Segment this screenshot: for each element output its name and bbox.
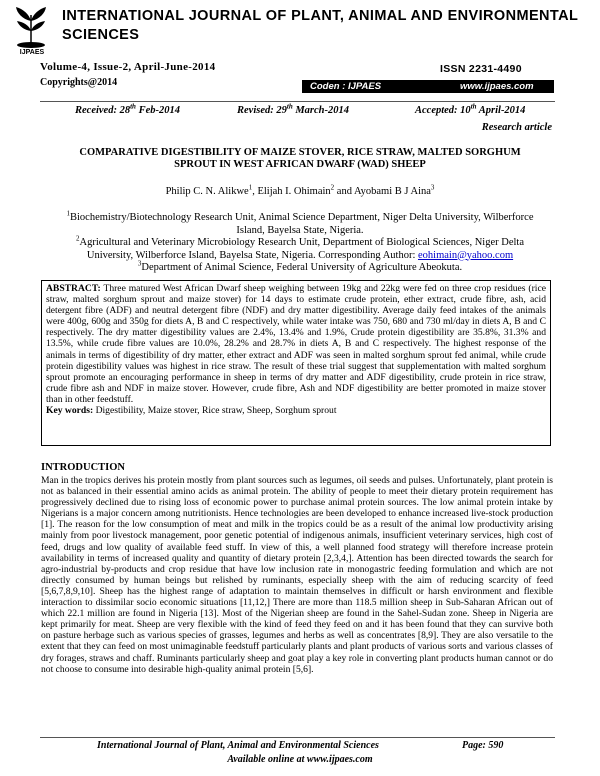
page-number: Page: 590 bbox=[462, 740, 504, 751]
coden: Coden : IJPAES bbox=[310, 81, 382, 92]
affiliations bbox=[55, 209, 545, 275]
issn: ISSN 2231-4490 bbox=[440, 63, 522, 75]
revised-date: Revised: 29th March-2014 bbox=[237, 102, 350, 116]
affiliation-1: $^1$Biochemistry/Biotechnology Research Unit, Animal Science Department, Niger Delta University, Wilberforce Island, Bayelsa State, Nigeria. bbox=[66, 209, 534, 236]
author-list: Philip C. N. Alikwe$^1$, Elijah I. Ohimain$^2$ and Ayobami B J Aina$^3$ bbox=[165, 183, 435, 197]
received-date: Received: 28th Feb-2014 bbox=[75, 102, 180, 116]
website-link[interactable]: www.ijpaes.com bbox=[460, 81, 534, 92]
coden-bar bbox=[302, 80, 554, 93]
article-dates bbox=[75, 102, 553, 119]
introduction-heading: INTRODUCTION bbox=[41, 462, 126, 473]
footer-journal: International Journal of Plant, Animal and Environmental Sciences bbox=[97, 740, 379, 751]
journal-title: INTERNATIONAL JOURNAL OF PLANT, ANIMAL AND ENVIRONMENTAL SCIENCES bbox=[62, 8, 578, 43]
corresponding-email-link[interactable]: eohimain@yahoo.com bbox=[418, 249, 514, 261]
footer-divider bbox=[40, 737, 555, 738]
footer-website: Available online at www.ijpaes.com bbox=[227, 754, 373, 765]
introduction-text: Man in the tropics derives his protein mostly from plant sources such as legumes, oil seeds and pulses. Unfortunately, plant protein is not as balanced in their essential amino acids as animal protein. The ability of people to meet their dietary protein requirement has progressively declined due to rising loss of economic power to purchase animal protein sources. The low animal protein intake by Nigerians is a major concern among nutritionists. Hence technologies are been developed to enhance increased live-stock production [1]. The reason for the low consumption of meat and milk in the tropics could be as a result of the animal low productivity arising mainly from poor livestock management, poor genetic potential of indigenous animals, insufficient veterinary services, high cost of feed, drugs and low quality of available feed stuff. In view of this, a well planned food strategy will therefore increase protein availability in terms of increased quality and quantity of dietary protein [2,3,4,]. Attention has been directed towards the search for agro-industrial by-products and crop residue that have low inclusion rate in monogastric feeding formulation and which are not directly consumed by human beings but relished by ruminants, especially sheep with the aim of reducing scarcity of feed [5,6,7,8,9,10]. Sheep has the highest range of adaptation to maintain themselves in difficult or harsh environment and flexible interaction to dissimilar socio economic situations [11,12,] There are more than 118.5 million sheep in Sub-Saharan African out of which 22.1 million are found in Nigeria [13]. Most of the Nigerian sheep are found in the Sahel-Sudan zone. Sheep in Nigeria are kept primarily for meat. Sheep are very flexible with the kind of feed they feed on and it has been found that they can survive both on pasture herbage such as various species of grasses, legumes and herbs as well as concentrates [8,9]. They are also versatile to the extent that they can feed on most unimaginable feedstuff particularly plants and plant products of various sorts and various classes of dry forages, straws and chaff. Ruminants particularly sheep and goat play a key role in converting plant products human cannot or do not choose to consume into desirable high-quality animal protein [5,6]. bbox=[41, 475, 553, 675]
abstract-box bbox=[41, 280, 551, 446]
logo-label: IJPAES bbox=[19, 49, 45, 56]
header-divider bbox=[40, 101, 555, 102]
accepted-date: Accepted: 10th April-2014 bbox=[415, 102, 526, 116]
affiliation-3: $^3$Department of Animal Science, Federal University of Agriculture Abeokuta. bbox=[137, 259, 463, 273]
copyright: Copyrights@2014 bbox=[40, 77, 118, 88]
author-3: Ayobami B J Aina bbox=[354, 186, 431, 197]
keywords: Key words: Digestibility, Maize stover, Rice straw, Sheep, Sorghum sprout bbox=[46, 405, 337, 417]
article-type: Research article bbox=[481, 122, 552, 133]
volume-issue: Volume-4, Issue-2, April-June-2014 bbox=[40, 61, 216, 73]
paper-title: COMPARATIVE DIGESTIBILITY OF MAIZE STOVER, RICE STRAW, MALTED SORGHUM SPROUT IN WEST AFRICAN DWARF (WAD) SHEEP bbox=[79, 147, 521, 170]
author-1: Philip C. N. Alikwe bbox=[165, 186, 249, 197]
affiliation-2: $^2$Agricultural and Veterinary Microbiology Research Unit, Department of Biological Sciences, Niger Delta University, Wilberforce Island, Bayelsa State, Nigeria. Corresponding Author: eohimain@yahoo.com bbox=[76, 234, 524, 261]
author-2: Elijah I. Ohimain bbox=[257, 186, 331, 197]
abstract-text: ABSTRACT: Three matured West African Dwarf sheep weighing between 19kg and 22kg were fed on three crop residues (rice straw, malted sorghum sprout and maize stover) for 14 days to estimate crude protein, ether extract, crude fibre, ash, acid detergent fibre (ADF) and neutral detergent fibre (NDF) and dry matter digestibility. Average daily feed intakes of the animals were 400g, 600g and 350g for diets A, B and C respectively, while water intake was 750, 680 and 730 ml/day in diets A, B and C respectively. The dry matter digestibility values are 2.4%, 13.4% and 1.9%, Crude protein digestibility are 35.8%, 31.3% and 13.5%, while crude fibre values are 10.0%, 28.2% and 28.7% in diets A, B and C respectively. The highest response of the animals in terms of digestibility of dry matter, ether extract and ADF was seen in malted sorghum sprout fed animal, while crude protein digestibility values was highest in rice straw. The result of these trial suggest that supplementation with malted sorghum sprout promote an encouraging performance in sheep in terms of dry matter and ADF digestibility, crude protein in rice straw, crude fibre ash and NDF in maize stover. However, crude fibre, Ash and NDF digestibility are better promoted in maize stover than in other feedstuff. bbox=[46, 283, 546, 405]
journal-logo bbox=[12, 5, 50, 49]
